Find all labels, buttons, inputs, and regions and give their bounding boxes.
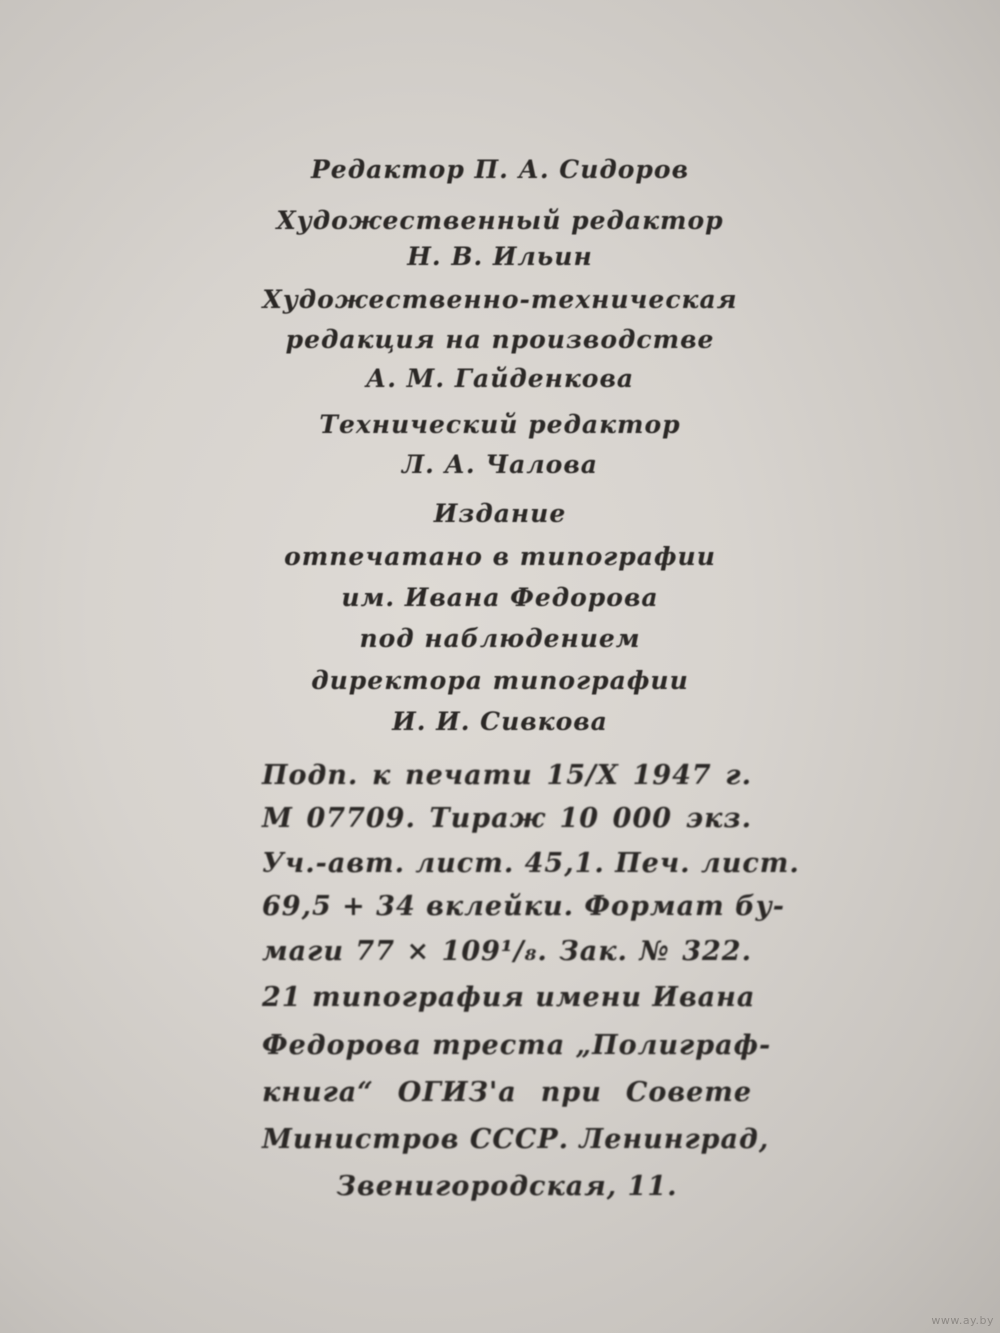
imprint-line: книга“ ОГИЗ'а при Совете: [262, 1077, 752, 1108]
imprint-line: 21 типография имени Ивана: [262, 982, 756, 1013]
imprint-line: Федорова треста „Полиграф-: [262, 1030, 772, 1061]
credit-line-director-title: директора типографии: [311, 666, 689, 695]
credit-line-art-editor-title: Художественный редактор: [276, 206, 724, 235]
imprint-line: маги 77 × 109¹/₈. Зак. № 322.: [262, 936, 752, 967]
imprint-line: Звенигородская, 11.: [336, 1171, 678, 1202]
credit-line-supervision: под наблюдением: [359, 624, 641, 653]
imprint-line: Подп. к печати 15/X 1947 г.: [262, 760, 752, 791]
credit-line-tech-art-name: А. М. Гайденкова: [365, 364, 635, 393]
credit-line-tech-art-title: Художественно-техническая: [262, 285, 738, 314]
credit-line-editor: Редактор П. А. Сидоров: [310, 155, 690, 184]
credit-line-tech-art-subtitle: редакция на производстве: [285, 325, 715, 354]
imprint-line: Уч.-авт. лист. 45,1. Печ. лист.: [262, 848, 800, 879]
credit-line-printed-at: отпечатано в типографии: [284, 542, 716, 571]
credit-line-art-editor-name: Н. В. Ильин: [407, 242, 593, 271]
credit-line-edition: Издание: [433, 499, 567, 528]
imprint-line: М 07709. Тираж 10 000 экз.: [262, 803, 752, 834]
site-watermark: www.ay.by: [931, 1314, 994, 1327]
credit-line-tech-editor-title: Технический редактор: [319, 410, 681, 439]
credit-line-director-name: И. И. Сивкова: [392, 707, 608, 736]
imprint-line: Министров СССР. Ленинград,: [262, 1124, 770, 1155]
credit-line-printer-name: им. Ивана Федорова: [341, 583, 659, 612]
credit-line-tech-editor-name: Л. А. Чалова: [402, 450, 598, 479]
imprint-line: 69,5 + 34 вклейки. Формат бу-: [262, 891, 785, 922]
